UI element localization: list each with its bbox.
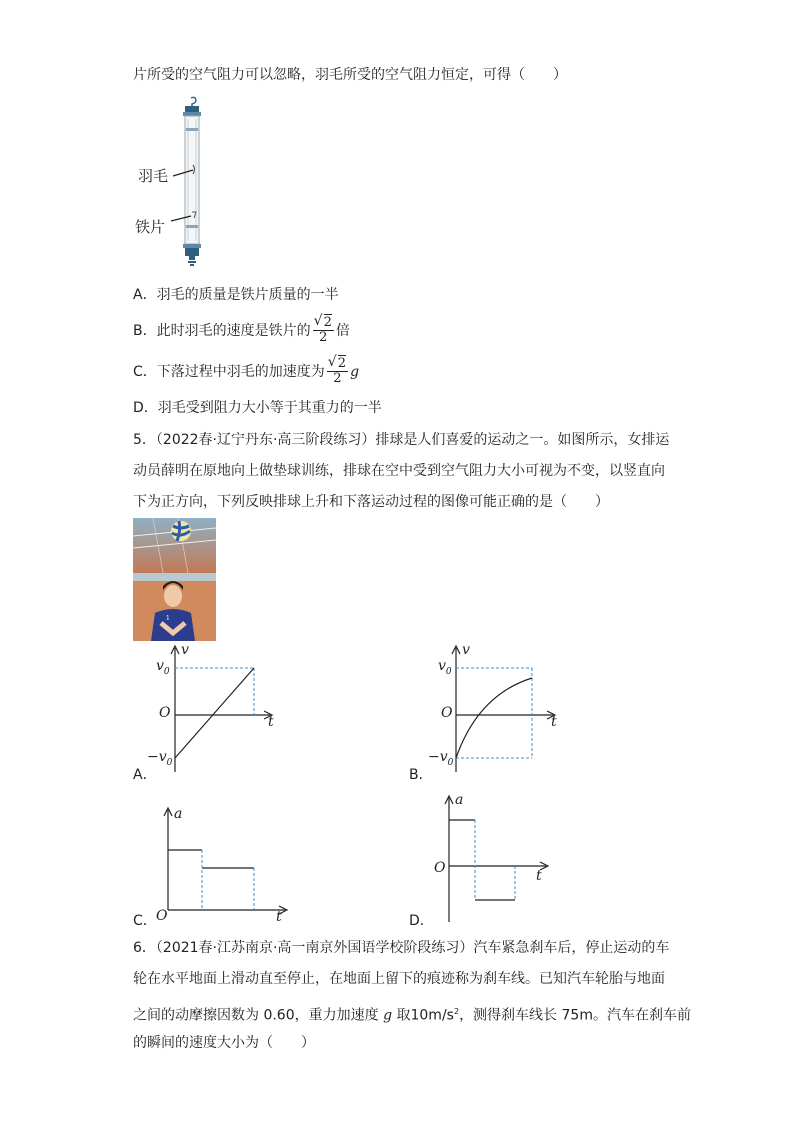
q4-option-c: C．下落过程中羽毛的加速度为 √ $\frac{2}{2}$ g [133,357,359,386]
q6-line-1: 6．（2021春·江苏南京·高一南京外国语学校阶段练习）汽车紧急刹车后，停止运动的车 [133,940,670,956]
q6-line-3: 之间的动摩擦因数为 0.60，重力加速度 g 取$10m/s^2$，测得刹车线长 75m。汽车在刹车前 [133,1007,691,1024]
graph-c: a O t C． [130,800,300,930]
y-tick-v0: $v_0$ [438,658,452,677]
y-tick-v0: $v_0$ [156,658,170,677]
q4-stem-tail: 片所受的空气阻力可以忽略，羽毛所受的空气阻力恒定，可得（ ） [133,67,567,83]
graph-d: a O t D． [408,790,568,930]
q4-option-d: D．羽毛受到阻力大小等于其重力的一半 [133,400,382,416]
q5-line-2: 动员薛明在原地向上做垫球训练，排球在空中受到空气阻力大小可视为不变，以竖直向 [133,463,665,479]
y-tick-neg-v0: $-v_0$ [147,749,173,768]
sqrt2-over-2-fraction: √ $\frac{2}{2}$ [327,357,348,386]
q5-line-3: 下为正方向，下列反映排球上升和下落运动过程的图像可能正确的是（ ） [133,494,609,510]
feather-tube-figure [133,95,213,270]
q4-option-b: B．此时羽毛的速度是铁片的 √ $\frac{2}{2}$ 倍 [133,316,350,345]
feather-label: 羽毛 [138,167,169,185]
q6-line-2: 轮在水平地面上滑动直至停止，在地面上留下的痕迹称为刹车线。已知汽车轮胎与地面 [133,971,665,987]
volleyball-player-photo [133,518,216,641]
graph-b: v $v_0$ O t $-v_0$ B． [409,642,557,783]
iron-chip-label: 铁片 [135,218,166,236]
q5-line-1: 5．（2022春·辽宁丹东·高三阶段练习）排球是人们喜爱的运动之一。如图所示，女排运 [133,432,670,448]
q6-line-4: 的瞬间的速度大小为（ ） [133,1035,315,1051]
svg-text:1: 1 [166,615,170,622]
graph-a: v $v_0$ O t $-v_0$ A． [133,642,274,783]
q4-option-a: A．羽毛的质量是铁片质量的一半 [133,287,339,303]
sqrt2-over-2-fraction: √ $\frac{2}{2}$ [313,316,334,345]
y-tick-neg-v0: $-v_0$ [428,749,454,768]
